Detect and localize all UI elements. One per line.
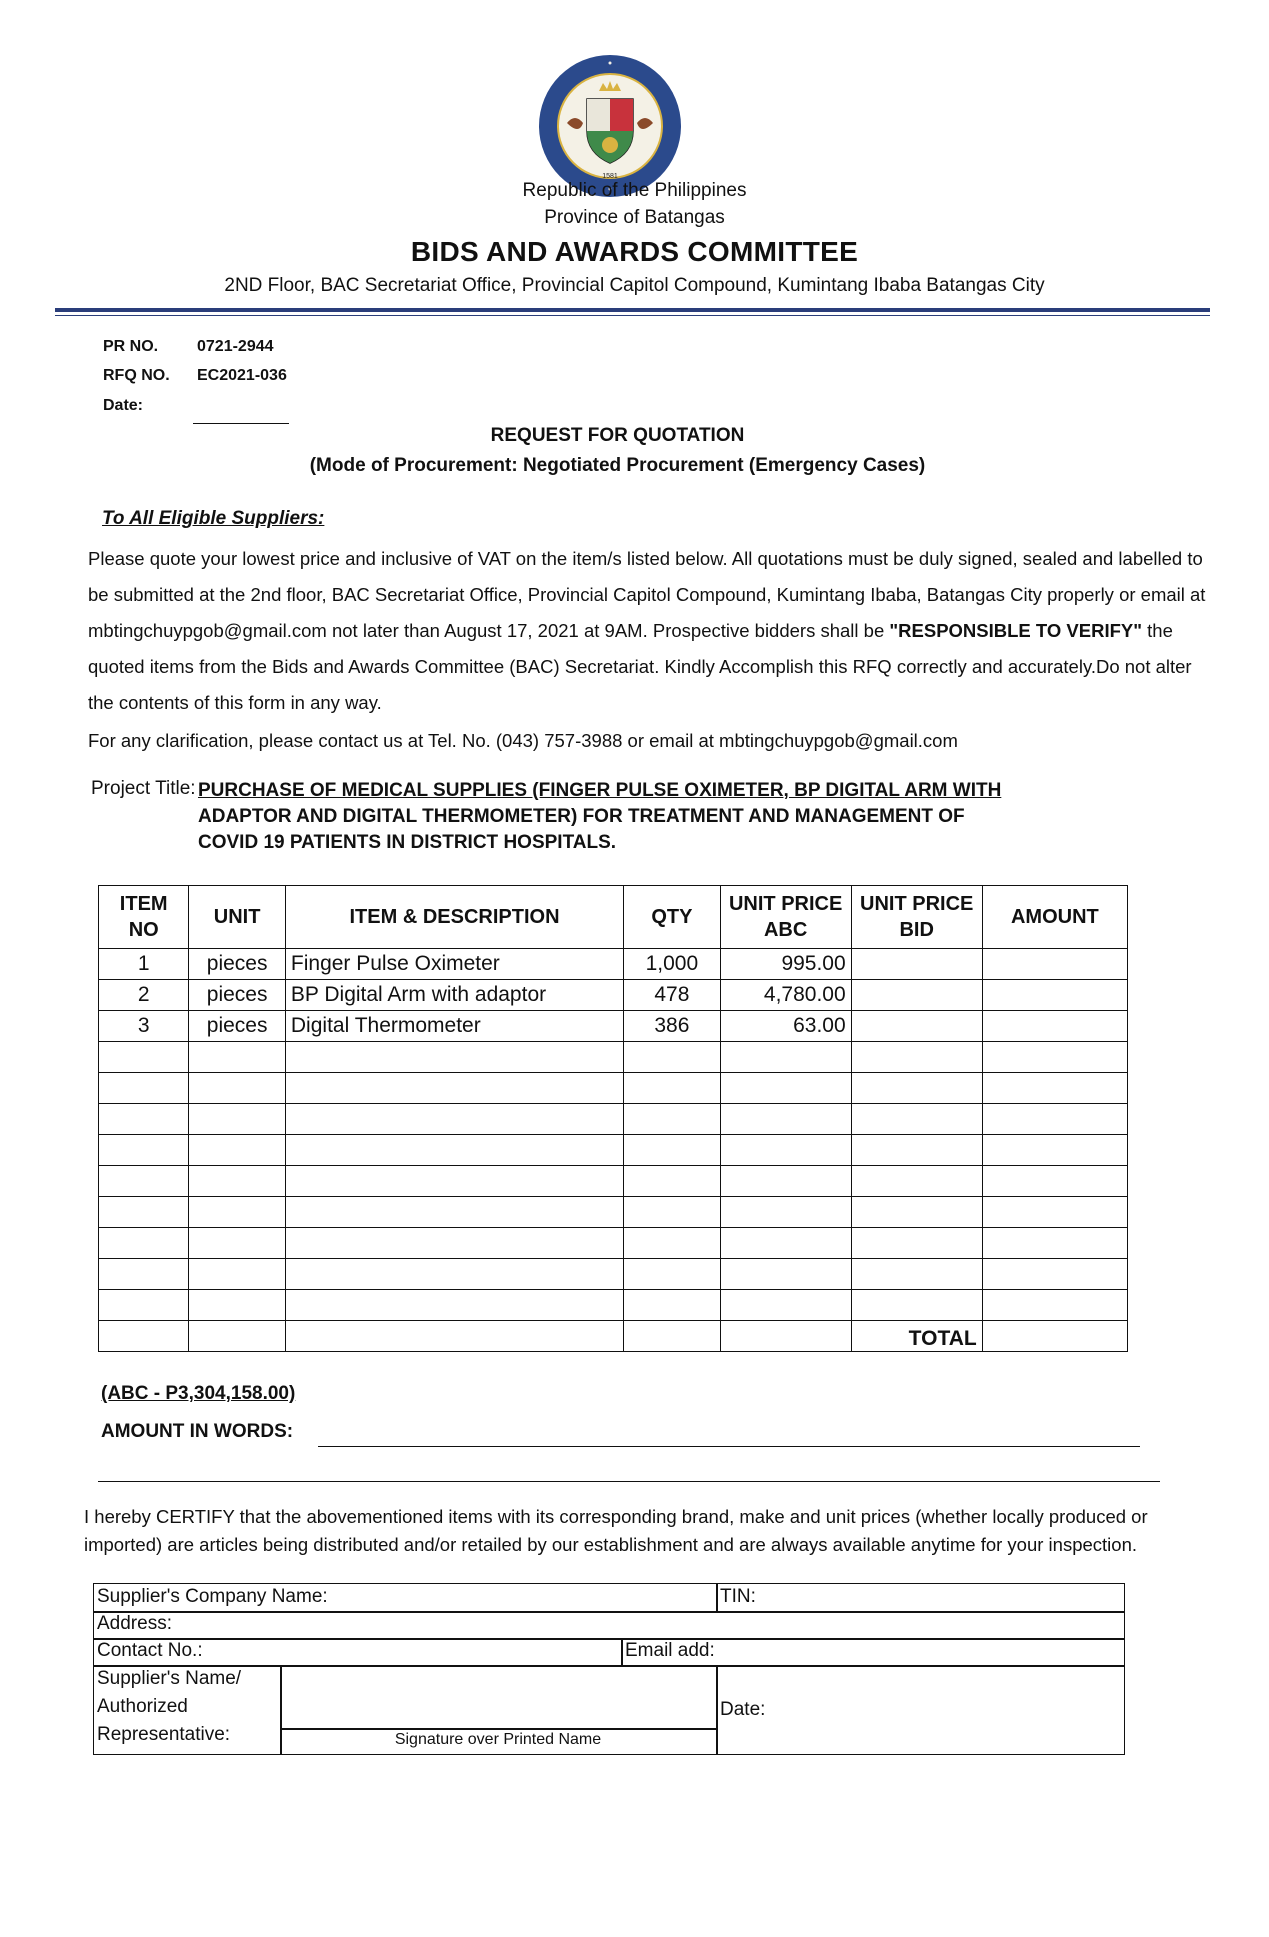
cell-unit: pieces — [189, 980, 286, 1011]
rep-label-line1: Supplier's Name/ — [97, 1668, 242, 1689]
cell-qty: 1,000 — [624, 949, 721, 980]
supplier-box-divider — [716, 1584, 718, 1611]
col-qty: QTY — [624, 886, 721, 949]
col-description: ITEM & DESCRIPTION — [285, 886, 623, 949]
table-row-empty — [99, 1166, 1128, 1197]
table-row — [99, 949, 1128, 980]
table-row-empty — [99, 1228, 1128, 1259]
table-row-empty — [99, 1073, 1128, 1104]
certification-text: I hereby CERTIFY that the abovementioned items with its corresponding brand, make and unit prices (whether locally produced or imported) are articles being distributed and/or retailed by our establishment and are always available anytime for your inspection. — [84, 1506, 1148, 1555]
cell-unit-price-bid[interactable] — [851, 1011, 982, 1042]
email-label: Email add: — [625, 1640, 715, 1661]
cell-description: Digital Thermometer — [285, 1011, 623, 1042]
abc-note: (ABC - P3,304,158.00) — [101, 1383, 296, 1404]
col-item-no: ITEM NO — [99, 886, 189, 949]
contact-no-label: Contact No.: — [97, 1640, 203, 1661]
table-row-empty — [99, 1197, 1128, 1228]
cell-qty: 386 — [624, 1011, 721, 1042]
cell-amount[interactable] — [982, 980, 1127, 1011]
table-row-empty — [99, 1104, 1128, 1135]
table-row-empty — [99, 1042, 1128, 1073]
rfq-subtitle: (Mode of Procurement: Negotiated Procurement (Emergency Cases) — [309, 455, 926, 476]
cell-unit-price-bid[interactable] — [851, 949, 982, 980]
clarification-text: For any clarification, please contact us at Tel. No. (043) 757-3988 or email at mbtingchuypgob@gmail.com — [88, 730, 958, 751]
salutation: To All Eligible Suppliers: — [102, 508, 325, 529]
tin-label: TIN: — [720, 1586, 756, 1607]
cell-unit: pieces — [189, 949, 286, 980]
header-province: Province of Batangas — [544, 207, 725, 228]
col-amount: AMOUNT — [982, 886, 1127, 949]
table-row — [99, 980, 1128, 1011]
cell-unit-price-abc: 63.00 — [720, 1011, 851, 1042]
cell-qty: 478 — [624, 980, 721, 1011]
table-row-empty — [99, 1135, 1128, 1166]
project-title-label: Project Title: — [91, 778, 196, 799]
col-unit-price-abc: UNIT PRICE ABC — [720, 886, 851, 949]
table-total-row — [99, 1321, 1128, 1352]
header-republic: Republic of the Philippines — [522, 180, 747, 201]
date-blank-line — [193, 423, 289, 424]
cell-unit-price-bid[interactable] — [851, 980, 982, 1011]
signature-caption: Signature over Printed Name — [394, 1731, 602, 1748]
rfq-no-label: RFQ NO. — [103, 367, 170, 384]
signature-line — [280, 1728, 716, 1730]
project-title-line1: PURCHASE OF MEDICAL SUPPLIES (FINGER PULSE OXIMETER, BP DIGITAL ARM WITH — [198, 780, 1002, 801]
amount-in-words-line[interactable] — [318, 1446, 1140, 1447]
col-unit-price-bid: UNIT PRICE BID — [851, 886, 982, 949]
cell-description: BP Digital Arm with adaptor — [285, 980, 623, 1011]
header-address: 2ND Floor, BAC Secretariat Office, Provincial Capitol Compound, Kumintang Ibaba Batangas City — [224, 275, 1045, 296]
table-row-empty — [99, 1259, 1128, 1290]
total-label: TOTAL — [851, 1321, 982, 1352]
supplier-box-divider — [621, 1638, 623, 1665]
cell-unit: pieces — [189, 1011, 286, 1042]
provincial-seal — [537, 53, 683, 199]
rep-date-label: Date: — [720, 1699, 766, 1720]
cell-item-no: 2 — [99, 980, 189, 1011]
header-rule-thin — [55, 315, 1210, 316]
cell-description: Finger Pulse Oximeter — [285, 949, 623, 980]
supplier-box-rule — [94, 1638, 1124, 1640]
amount-in-words-line-2[interactable] — [98, 1481, 1160, 1482]
cell-amount[interactable] — [982, 1011, 1127, 1042]
company-name-label: Supplier's Company Name: — [97, 1586, 328, 1607]
amount-in-words-label: AMOUNT IN WORDS: — [101, 1421, 294, 1442]
project-title-line2: ADAPTOR AND DIGITAL THERMOMETER) FOR TREATMENT AND MANAGEMENT OF — [198, 806, 965, 827]
cell-unit-price-abc: 4,780.00 — [720, 980, 851, 1011]
header-committee: BIDS AND AWARDS COMMITTEE — [410, 236, 859, 267]
rep-label-line2: Authorized — [97, 1696, 188, 1717]
table-row — [99, 1011, 1128, 1042]
cell-unit-price-abc: 995.00 — [720, 949, 851, 980]
svg-text:1581: 1581 — [602, 173, 618, 180]
project-title — [198, 778, 1068, 856]
rfq-no-value: EC2021-036 — [197, 367, 287, 384]
supplier-box-divider — [716, 1665, 718, 1754]
header-rule — [55, 308, 1210, 312]
instructions-paragraph: Please quote your lowest price and inclusive of VAT on the item/s listed below. All quotations must be duly signed, sealed and labelled to be submitted at the 2nd floor, BAC Secretariat Office, Provincial Capitol Compound, Kumintang Ibaba, Batangas City properly or email at mbtingchuypgob@gmail.com not later than August 17, 2021 at 9AM. Prospective bidders shall be "RESPONSIBLE TO VERIFY" the quoted items from the Bids and Awards Committee (BAC) Secretariat. Kindly Accomplish this RFQ correctly and accurately.Do not alter the contents of this form in any way. — [88, 548, 1206, 713]
cell-item-no: 3 — [99, 1011, 189, 1042]
items-table — [98, 885, 1128, 1352]
cell-item-no: 1 — [99, 949, 189, 980]
supplier-box-rule — [94, 1611, 1124, 1613]
project-title-line3: COVID 19 PATIENTS IN DISTRICT HOSPITALS. — [198, 832, 617, 853]
total-amount-cell[interactable] — [982, 1321, 1127, 1352]
supplier-info-box — [93, 1583, 1125, 1755]
rep-label-line3: Representative: — [97, 1724, 231, 1745]
date-label: Date: — [103, 397, 144, 414]
address-label: Address: — [97, 1613, 172, 1634]
table-header-row — [99, 886, 1128, 949]
pr-no-label: PR NO. — [103, 338, 159, 355]
supplier-box-rule — [94, 1665, 1124, 1667]
pr-no-value: 0721-2944 — [197, 338, 274, 355]
table-row-empty — [99, 1290, 1128, 1321]
cell-amount[interactable] — [982, 949, 1127, 980]
col-unit: UNIT — [189, 886, 286, 949]
rfq-title: REQUEST FOR QUOTATION — [490, 425, 745, 446]
